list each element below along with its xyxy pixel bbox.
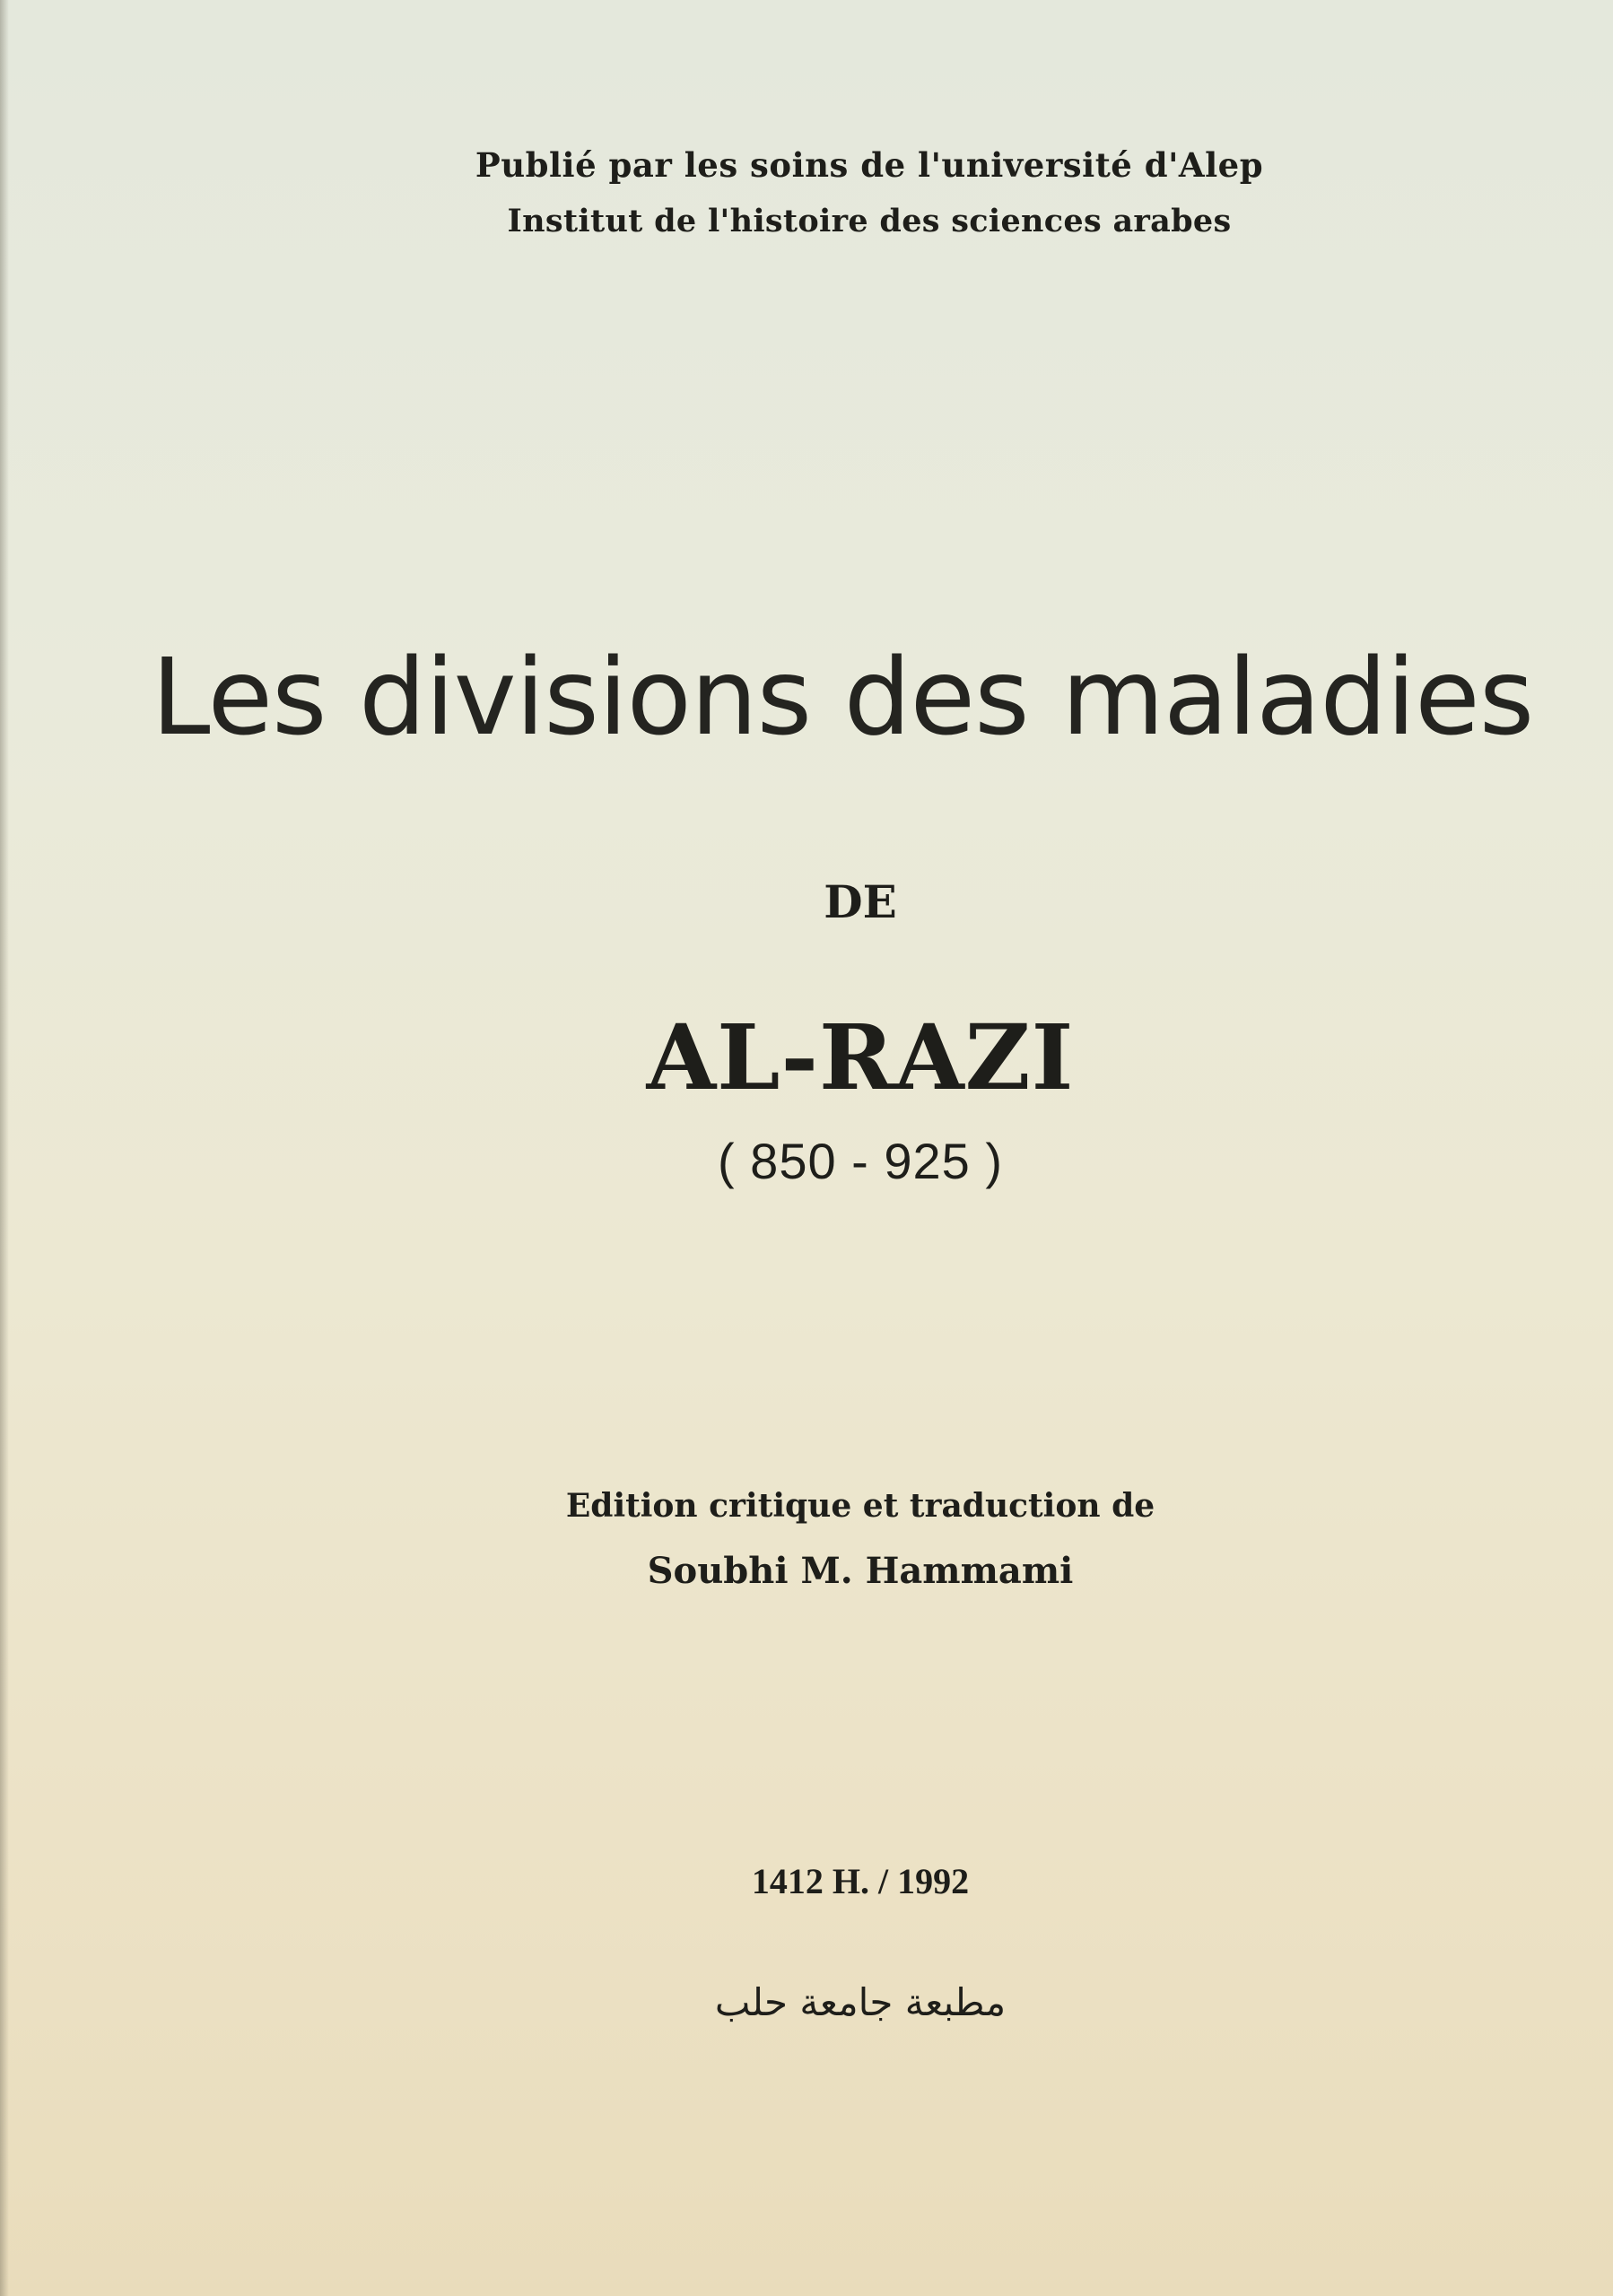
spine-shadow — [0, 0, 9, 2296]
author-name: AL-RAZI — [646, 1004, 1075, 1110]
press-name-arabic: مطبعة جامعة حلب — [714, 1980, 1007, 2024]
author-dates: ( 850 - 925 ) — [717, 1133, 1004, 1189]
editor-name: Soubhi M. Hammami — [647, 1550, 1074, 1592]
publisher-line-1: Publié par les soins de l'université d'Alep — [475, 145, 1264, 185]
book-title: Les divisions des maladies — [151, 635, 1534, 759]
title-preposition: DE — [824, 875, 897, 928]
publisher-line-2: Institut de l'histoire des sciences arabes — [507, 203, 1232, 239]
publication-year: 1412 H. / 1992 — [751, 1861, 970, 1901]
edition-label: Edition critique et traduction de — [565, 1487, 1155, 1525]
